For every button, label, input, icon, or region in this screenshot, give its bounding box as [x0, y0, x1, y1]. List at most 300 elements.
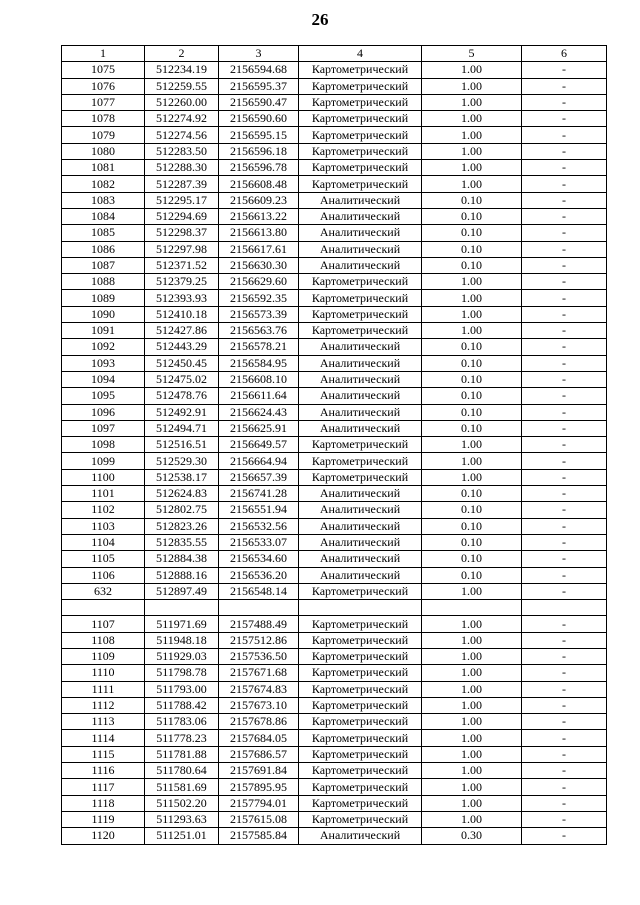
note-cell: - — [522, 143, 607, 159]
table-row — [62, 192, 607, 208]
note-cell: - — [522, 127, 607, 143]
note-cell: - — [522, 665, 607, 681]
y-coordinate-cell: 2157488.49 — [219, 616, 299, 632]
x-coordinate-cell: 512371.52 — [145, 257, 219, 273]
note-cell: - — [522, 746, 607, 762]
point-number-cell: 1086 — [62, 241, 145, 257]
x-coordinate-cell: 512259.55 — [145, 78, 219, 94]
point-number-cell: 632 — [62, 583, 145, 599]
point-number-cell: 1119 — [62, 811, 145, 827]
method-cell: Аналитический — [299, 534, 422, 550]
table-row — [62, 600, 607, 616]
table-row — [62, 290, 607, 306]
table-row — [62, 730, 607, 746]
x-coordinate-cell: 512294.69 — [145, 208, 219, 224]
note-cell: - — [522, 94, 607, 110]
note-cell: - — [522, 730, 607, 746]
point-number-cell: 1111 — [62, 681, 145, 697]
accuracy-cell: 0.10 — [422, 534, 522, 550]
point-number-cell: 1094 — [62, 371, 145, 387]
table-row — [62, 779, 607, 795]
y-coordinate-cell: 2156741.28 — [219, 486, 299, 502]
x-coordinate-cell: 512538.17 — [145, 469, 219, 485]
note-cell: - — [522, 420, 607, 436]
table-row — [62, 274, 607, 290]
table-header-row — [62, 46, 607, 62]
x-coordinate-cell: 511929.03 — [145, 648, 219, 664]
method-cell: Картометрический — [299, 453, 422, 469]
note-cell: - — [522, 208, 607, 224]
x-coordinate-cell: 512897.49 — [145, 583, 219, 599]
y-coordinate-cell: 2156584.95 — [219, 355, 299, 371]
point-number-cell: 1117 — [62, 779, 145, 795]
note-cell: - — [522, 648, 607, 664]
coordinates-table — [61, 45, 607, 845]
note-cell: - — [522, 502, 607, 518]
accuracy-cell: 1.00 — [422, 160, 522, 176]
y-coordinate-cell: 2157585.84 — [219, 828, 299, 844]
y-coordinate-cell: 2156609.23 — [219, 192, 299, 208]
accuracy-cell: 1.00 — [422, 127, 522, 143]
y-coordinate-cell: 2156536.20 — [219, 567, 299, 583]
note-cell: - — [522, 632, 607, 648]
point-number-cell: 1088 — [62, 274, 145, 290]
method-cell: Аналитический — [299, 486, 422, 502]
point-number-cell: 1080 — [62, 143, 145, 159]
point-number-cell: 1115 — [62, 746, 145, 762]
accuracy-cell: 0.10 — [422, 241, 522, 257]
table-row — [62, 697, 607, 713]
accuracy-cell: 1.00 — [422, 62, 522, 78]
note-cell: - — [522, 78, 607, 94]
method-cell: Аналитический — [299, 257, 422, 273]
x-coordinate-cell: 511783.06 — [145, 714, 219, 730]
accuracy-cell: 1.00 — [422, 697, 522, 713]
point-number-cell — [62, 600, 145, 616]
header-cell: 4 — [299, 46, 422, 62]
x-coordinate-cell: 511971.69 — [145, 616, 219, 632]
x-coordinate-cell: 512274.92 — [145, 111, 219, 127]
method-cell: Аналитический — [299, 208, 422, 224]
x-coordinate-cell: 511781.88 — [145, 746, 219, 762]
x-coordinate-cell: 511798.78 — [145, 665, 219, 681]
method-cell: Аналитический — [299, 551, 422, 567]
x-coordinate-cell: 511251.01 — [145, 828, 219, 844]
method-cell: Картометрический — [299, 697, 422, 713]
x-coordinate-cell: 511581.69 — [145, 779, 219, 795]
point-number-cell: 1114 — [62, 730, 145, 746]
y-coordinate-cell: 2156608.10 — [219, 371, 299, 387]
method-cell: Аналитический — [299, 404, 422, 420]
table-row — [62, 404, 607, 420]
accuracy-cell: 0.10 — [422, 225, 522, 241]
point-number-cell: 1100 — [62, 469, 145, 485]
y-coordinate-cell: 2156573.39 — [219, 306, 299, 322]
accuracy-cell: 1.00 — [422, 176, 522, 192]
x-coordinate-cell: 512443.29 — [145, 339, 219, 355]
note-cell: - — [522, 779, 607, 795]
accuracy-cell: 0.10 — [422, 551, 522, 567]
note-cell: - — [522, 828, 607, 844]
note-cell: - — [522, 225, 607, 241]
table-row — [62, 371, 607, 387]
note-cell: - — [522, 714, 607, 730]
x-coordinate-cell: 512478.76 — [145, 388, 219, 404]
x-coordinate-cell: 512287.39 — [145, 176, 219, 192]
y-coordinate-cell: 2156625.91 — [219, 420, 299, 436]
point-number-cell: 1081 — [62, 160, 145, 176]
y-coordinate-cell: 2156596.78 — [219, 160, 299, 176]
method-cell: Картометрический — [299, 160, 422, 176]
accuracy-cell: 1.00 — [422, 583, 522, 599]
method-cell: Картометрический — [299, 714, 422, 730]
table-row — [62, 62, 607, 78]
note-cell: - — [522, 453, 607, 469]
note-cell: - — [522, 257, 607, 273]
x-coordinate-cell: 511780.64 — [145, 763, 219, 779]
table-row — [62, 811, 607, 827]
x-coordinate-cell: 511793.00 — [145, 681, 219, 697]
method-cell: Картометрический — [299, 111, 422, 127]
y-coordinate-cell: 2156613.22 — [219, 208, 299, 224]
table-row — [62, 143, 607, 159]
accuracy-cell: 0.10 — [422, 388, 522, 404]
accuracy-cell: 0.10 — [422, 355, 522, 371]
table-row — [62, 160, 607, 176]
table-row — [62, 518, 607, 534]
method-cell: Аналитический — [299, 567, 422, 583]
method-cell: Аналитический — [299, 828, 422, 844]
y-coordinate-cell: 2156532.56 — [219, 518, 299, 534]
x-coordinate-cell: 512475.02 — [145, 371, 219, 387]
table-row — [62, 486, 607, 502]
note-cell: - — [522, 371, 607, 387]
method-cell: Картометрический — [299, 62, 422, 78]
accuracy-cell: 1.00 — [422, 143, 522, 159]
x-coordinate-cell: 512888.16 — [145, 567, 219, 583]
x-coordinate-cell: 512274.56 — [145, 127, 219, 143]
x-coordinate-cell: 512492.91 — [145, 404, 219, 420]
accuracy-cell: 1.00 — [422, 632, 522, 648]
table-row — [62, 714, 607, 730]
page-number: 26 — [311, 10, 329, 29]
method-cell: Картометрический — [299, 437, 422, 453]
accuracy-cell: 0.10 — [422, 208, 522, 224]
method-cell: Аналитический — [299, 339, 422, 355]
x-coordinate-cell: 511948.18 — [145, 632, 219, 648]
note-cell: - — [522, 437, 607, 453]
accuracy-cell: 0.10 — [422, 420, 522, 436]
method-cell: Картометрический — [299, 323, 422, 339]
point-number-cell: 1096 — [62, 404, 145, 420]
y-coordinate-cell: 2157794.01 — [219, 795, 299, 811]
method-cell: Картометрический — [299, 648, 422, 664]
table-row — [62, 502, 607, 518]
method-cell: Картометрический — [299, 616, 422, 632]
point-number-cell: 1120 — [62, 828, 145, 844]
accuracy-cell: 1.00 — [422, 469, 522, 485]
y-coordinate-cell: 2156596.18 — [219, 143, 299, 159]
method-cell: Аналитический — [299, 355, 422, 371]
point-number-cell: 1105 — [62, 551, 145, 567]
y-coordinate-cell: 2156624.43 — [219, 404, 299, 420]
y-coordinate-cell: 2156608.48 — [219, 176, 299, 192]
table-row — [62, 469, 607, 485]
point-number-cell: 1076 — [62, 78, 145, 94]
point-number-cell: 1118 — [62, 795, 145, 811]
table-row — [62, 437, 607, 453]
method-cell: Картометрический — [299, 763, 422, 779]
y-coordinate-cell: 2156534.60 — [219, 551, 299, 567]
note-cell: - — [522, 111, 607, 127]
y-coordinate-cell: 2156629.60 — [219, 274, 299, 290]
table-row — [62, 127, 607, 143]
point-number-cell: 1093 — [62, 355, 145, 371]
note-cell: - — [522, 160, 607, 176]
accuracy-cell: 0.10 — [422, 339, 522, 355]
point-number-cell: 1112 — [62, 697, 145, 713]
note-cell: - — [522, 404, 607, 420]
table-row — [62, 648, 607, 664]
method-cell: Картометрический — [299, 143, 422, 159]
y-coordinate-cell: 2157674.83 — [219, 681, 299, 697]
point-number-cell: 1083 — [62, 192, 145, 208]
table-row — [62, 551, 607, 567]
method-cell: Картометрический — [299, 779, 422, 795]
note-cell — [522, 600, 607, 616]
y-coordinate-cell: 2156630.30 — [219, 257, 299, 273]
point-number-cell: 1095 — [62, 388, 145, 404]
table-row — [62, 665, 607, 681]
note-cell: - — [522, 241, 607, 257]
table-row — [62, 225, 607, 241]
table-row — [62, 176, 607, 192]
y-coordinate-cell: 2157673.10 — [219, 697, 299, 713]
table-row — [62, 208, 607, 224]
y-coordinate-cell: 2157678.86 — [219, 714, 299, 730]
point-number-cell: 1110 — [62, 665, 145, 681]
accuracy-cell: 1.00 — [422, 714, 522, 730]
accuracy-cell: 0.10 — [422, 502, 522, 518]
note-cell: - — [522, 518, 607, 534]
point-number-cell: 1075 — [62, 62, 145, 78]
accuracy-cell: 1.00 — [422, 78, 522, 94]
y-coordinate-cell: 2156590.60 — [219, 111, 299, 127]
table-row — [62, 534, 607, 550]
y-coordinate-cell: 2156657.39 — [219, 469, 299, 485]
accuracy-cell: 1.00 — [422, 616, 522, 632]
point-number-cell: 1101 — [62, 486, 145, 502]
point-number-cell: 1089 — [62, 290, 145, 306]
method-cell: Картометрический — [299, 795, 422, 811]
x-coordinate-cell: 512260.00 — [145, 94, 219, 110]
method-cell: Картометрический — [299, 632, 422, 648]
y-coordinate-cell: 2156595.15 — [219, 127, 299, 143]
point-number-cell: 1107 — [62, 616, 145, 632]
header-cell: 3 — [219, 46, 299, 62]
y-coordinate-cell: 2157536.50 — [219, 648, 299, 664]
note-cell: - — [522, 388, 607, 404]
table-row — [62, 795, 607, 811]
table-row — [62, 746, 607, 762]
point-number-cell: 1084 — [62, 208, 145, 224]
accuracy-cell: 1.00 — [422, 453, 522, 469]
y-coordinate-cell: 2156594.68 — [219, 62, 299, 78]
note-cell: - — [522, 616, 607, 632]
note-cell: - — [522, 583, 607, 599]
method-cell: Картометрический — [299, 665, 422, 681]
method-cell: Картометрический — [299, 290, 422, 306]
method-cell: Картометрический — [299, 730, 422, 746]
note-cell: - — [522, 567, 607, 583]
method-cell: Картометрический — [299, 94, 422, 110]
accuracy-cell: 0.10 — [422, 192, 522, 208]
x-coordinate-cell: 512297.98 — [145, 241, 219, 257]
accuracy-cell: 1.00 — [422, 306, 522, 322]
note-cell: - — [522, 290, 607, 306]
point-number-cell: 1109 — [62, 648, 145, 664]
method-cell: Аналитический — [299, 502, 422, 518]
table-row — [62, 306, 607, 322]
accuracy-cell: 1.00 — [422, 323, 522, 339]
x-coordinate-cell: 512283.50 — [145, 143, 219, 159]
table-row — [62, 681, 607, 697]
x-coordinate-cell: 512427.86 — [145, 323, 219, 339]
note-cell: - — [522, 697, 607, 713]
point-number-cell: 1116 — [62, 763, 145, 779]
x-coordinate-cell: 512450.45 — [145, 355, 219, 371]
note-cell: - — [522, 486, 607, 502]
x-coordinate-cell: 512234.19 — [145, 62, 219, 78]
y-coordinate-cell: 2157686.57 — [219, 746, 299, 762]
table-row — [62, 763, 607, 779]
y-coordinate-cell: 2156590.47 — [219, 94, 299, 110]
accuracy-cell: 0.10 — [422, 567, 522, 583]
header-cell: 5 — [422, 46, 522, 62]
y-coordinate-cell: 2156548.14 — [219, 583, 299, 599]
table-row — [62, 323, 607, 339]
note-cell: - — [522, 62, 607, 78]
point-number-cell: 1097 — [62, 420, 145, 436]
y-coordinate-cell: 2157691.84 — [219, 763, 299, 779]
note-cell: - — [522, 795, 607, 811]
point-number-cell: 1077 — [62, 94, 145, 110]
method-cell: Аналитический — [299, 518, 422, 534]
accuracy-cell: 1.00 — [422, 681, 522, 697]
table-row — [62, 241, 607, 257]
x-coordinate-cell: 511778.23 — [145, 730, 219, 746]
method-cell: Аналитический — [299, 225, 422, 241]
point-number-cell: 1078 — [62, 111, 145, 127]
accuracy-cell: 1.00 — [422, 730, 522, 746]
x-coordinate-cell: 512393.93 — [145, 290, 219, 306]
method-cell: Картометрический — [299, 469, 422, 485]
table-row — [62, 828, 607, 844]
note-cell: - — [522, 811, 607, 827]
point-number-cell: 1091 — [62, 323, 145, 339]
table-row — [62, 453, 607, 469]
accuracy-cell: 0.30 — [422, 828, 522, 844]
note-cell: - — [522, 323, 607, 339]
x-coordinate-cell: 511788.42 — [145, 697, 219, 713]
method-cell: Картометрический — [299, 127, 422, 143]
y-coordinate-cell — [219, 600, 299, 616]
method-cell: Аналитический — [299, 241, 422, 257]
y-coordinate-cell: 2157684.05 — [219, 730, 299, 746]
y-coordinate-cell: 2156563.76 — [219, 323, 299, 339]
table-row — [62, 78, 607, 94]
method-cell: Картометрический — [299, 78, 422, 94]
x-coordinate-cell: 512884.38 — [145, 551, 219, 567]
point-number-cell: 1106 — [62, 567, 145, 583]
accuracy-cell: 1.00 — [422, 795, 522, 811]
x-coordinate-cell — [145, 600, 219, 616]
accuracy-cell: 1.00 — [422, 648, 522, 664]
point-number-cell: 1103 — [62, 518, 145, 534]
point-number-cell: 1099 — [62, 453, 145, 469]
note-cell: - — [522, 176, 607, 192]
table-row — [62, 632, 607, 648]
x-coordinate-cell: 512835.55 — [145, 534, 219, 550]
note-cell: - — [522, 192, 607, 208]
accuracy-cell: 1.00 — [422, 111, 522, 127]
x-coordinate-cell: 512288.30 — [145, 160, 219, 176]
method-cell: Картометрический — [299, 176, 422, 192]
table-row — [62, 420, 607, 436]
x-coordinate-cell: 511502.20 — [145, 795, 219, 811]
accuracy-cell: 1.00 — [422, 665, 522, 681]
y-coordinate-cell: 2156611.64 — [219, 388, 299, 404]
method-cell: Картометрический — [299, 274, 422, 290]
x-coordinate-cell: 512494.71 — [145, 420, 219, 436]
note-cell: - — [522, 355, 607, 371]
accuracy-cell: 1.00 — [422, 746, 522, 762]
y-coordinate-cell: 2157895.95 — [219, 779, 299, 795]
table-row — [62, 616, 607, 632]
point-number-cell: 1104 — [62, 534, 145, 550]
header-cell: 2 — [145, 46, 219, 62]
x-coordinate-cell: 512823.26 — [145, 518, 219, 534]
method-cell: Аналитический — [299, 388, 422, 404]
x-coordinate-cell: 512624.83 — [145, 486, 219, 502]
method-cell: Картометрический — [299, 746, 422, 762]
table-row — [62, 355, 607, 371]
accuracy-cell: 0.10 — [422, 518, 522, 534]
point-number-cell: 1085 — [62, 225, 145, 241]
y-coordinate-cell: 2156592.35 — [219, 290, 299, 306]
y-coordinate-cell: 2157512.86 — [219, 632, 299, 648]
accuracy-cell: 1.00 — [422, 779, 522, 795]
table-row — [62, 111, 607, 127]
note-cell: - — [522, 763, 607, 779]
point-number-cell: 1087 — [62, 257, 145, 273]
header-cell: 1 — [62, 46, 145, 62]
accuracy-cell: 0.10 — [422, 371, 522, 387]
accuracy-cell: 1.00 — [422, 290, 522, 306]
y-coordinate-cell: 2156533.07 — [219, 534, 299, 550]
method-cell: Аналитический — [299, 371, 422, 387]
method-cell: Аналитический — [299, 420, 422, 436]
table-row — [62, 339, 607, 355]
point-number-cell: 1102 — [62, 502, 145, 518]
point-number-cell: 1108 — [62, 632, 145, 648]
accuracy-cell: 0.10 — [422, 486, 522, 502]
x-coordinate-cell: 512529.30 — [145, 453, 219, 469]
x-coordinate-cell: 512802.75 — [145, 502, 219, 518]
method-cell — [299, 600, 422, 616]
note-cell: - — [522, 551, 607, 567]
table-row — [62, 567, 607, 583]
